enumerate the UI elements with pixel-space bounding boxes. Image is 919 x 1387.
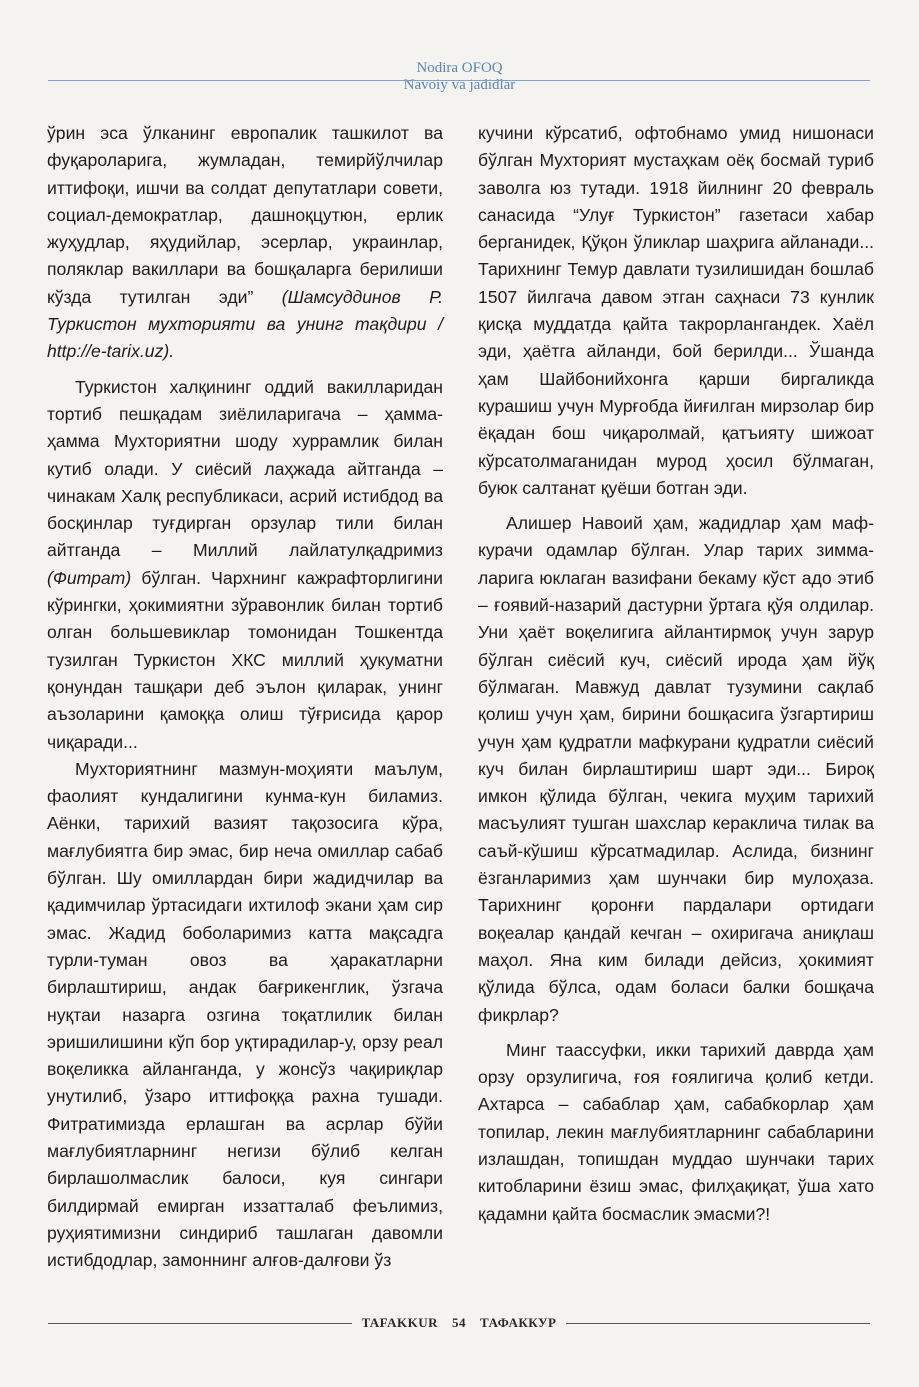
text-run: ўрин эса ўлканинг европалик ташкилот ва фуқароларига, жумладан, темирйўлчилар иттифоқи, ишчи ва солдат депутатлари совети, социал-демократлар, дашноқцутюн, ерлик жуҳудлар, яҳудийлар, эсерлар, украинлар, поляклар вакиллари ва бошқаларга берилиши кўзда тутилган эди”	[47, 123, 443, 307]
author-name: Nodira OFOQ	[416, 60, 503, 76]
paragraph	[47, 374, 443, 756]
article-title: Navoiy va jadidlar	[403, 77, 516, 93]
italic-citation: (Фитрат)	[47, 567, 132, 588]
page-footer	[48, 1313, 870, 1333]
left-column	[47, 120, 443, 1274]
page-number: 54	[452, 1315, 467, 1330]
paragraph	[47, 756, 443, 1275]
running-head	[0, 60, 919, 94]
paragraph: Алишер Навоий ҳам, жадидлар ҳам мафкурачи одамлар бўлган. Улар тарих зиммаларига юклаган вазифани бекаму кўст адо этиб – ғоявий-назарий дастурни ўртага қўя олдилар. Уни ҳаёт воқелигига айлантирмоқ учун зарур бўлган сиёсий куч, сиёсий ирода ҳам йўқ бўлмаган. Мавжуд давлат тузумини сақлаб қолиш учун ҳам, бирини бошқасига ўзгартириш учун ҳам қудратли мафкурани қудратли сиёсий куч билан бирлаштириш шарт эди... Бироқ имкон қўлида бўлган, чекига муҳим тарихий масъулият тушган шахслар кераклича тилак ва саъй-кўшиш кўрсатмадилар. Аслида, бизнинг ёзганларимиз ҳам шунчаки бир мулоҳаза. Тарихнинг қоронғи пардалари ортидаги воқеалар қандай кечган – охиригача аниқлаш маҳол. Яна ким билади дейсиз, ҳокимият қўлида бўлса, одам боласи балки бошқача фикрлар?	[478, 513, 874, 1025]
footer-magazine-cyrillic: ТАФАККУР	[480, 1315, 557, 1330]
text-run: бўлган. Чархнинг кажрафторлигини кўрингки, ҳокимиятни зўравонлик билан тортиб олган большевиклар томонидан Тошкентда тузилган Туркистон ХКС миллий ҳукуматни қонундан ташқари деб эълон қиларак, унинг аъзоларини қамоққа олиш тўғрисида қарор чиқаради...	[47, 567, 443, 752]
text-run: Туркистон халқининг оддий вакилларидан тортиб пешқадам зиёлиларигача – ҳамма-ҳамма Мухториятни шоду хуррамлик билан кутиб олади. У сиёсий лаҳжада айтганда – чинакам Халқ республикаси, асрий истибдод ва босқинлар туғдирган орзулар тили билан айтганда – Миллий лайлатулқадримиз	[47, 376, 443, 561]
paragraph: Минг таассуфки, икки тарихий даврда ҳам орзу орзулигича, ғоя ғоялигича қолиб кетди. Ахтарса – сабаблар ҳам, сабабкорлар ҳам топилар, лекин мағлубиятларнинг сабабларини излашдан, топишдан муддао шунчаки тарих китобларини ёзиш эмас, филҳақиқат, ўша хато қадамни қайта босмаслик эмасми?!	[478, 1039, 874, 1224]
paragraph: кучини кўрсатиб, офтобнамо умид нишонаси бўлган Мухторият мустаҳкам оёқ босмай туриб заволга юз тутади. 1918 йилнинг 20 февраль санасида “Улуғ Туркистон” газетаси хабар берганидек, Қўқон ўликлар шаҳрига айланади... Тарихнинг Темур давлати тузилишидан бошлаб 1507 йилгача давом этган саҳнаси 73 кунлик қисқа муддатда қайта такрорлангандек. Хаёл эди, ҳаётга айланди, бой берилди... Ўшанда ҳам Шайбонийхонга қарши биргаликда курашиш учун Мурғобда йиғилган мирзолар бир ёқадан бош чиқаролмай, қатъияту шижоат кўрсатолмаганидан мурод ҳосил бўлмаган, буюк салтанат қуёши ботган эди.	[478, 123, 874, 498]
header-rule	[48, 80, 870, 81]
footer-rule-right	[566, 1323, 870, 1324]
paragraph	[47, 120, 443, 366]
italic-citation: (Шамсуддинов Р. Туркистон мухторияти ва унинг тақдири / http://e-tarix.uz).	[47, 286, 443, 362]
right-column	[478, 120, 874, 1228]
text-run: Мухториятнинг мазмун-моҳияти маълум, фаолият кундалигини кунма-кун биламиз. Аёнки, тарихий вазият тақозосига кўра, мағлубиятга бир эмас, бир неча омиллар сабаб бўлган. Шу омиллардан бири жадидчилар ва қадимчилар ўртасидаги ихтилоф экани ҳам сир эмас. Жадид боболаримиз катта мақсадга турли-туман овоз ва ҳаракатларни бирлаштириш, андак бағрикенглик, ўзгача нуқтаи назарга озгина тоқатлилик билан эришилишини кўп бор уқтирадилар-у, орзу реал воқеликка айланганда, у жонсўз чақириқлар унутилиб, ўзаро иттифоққа рахна тушади. Фитратимизда ерлашган ва асрлар бўйи мағлубиятларнинг негизи бўлиб келган бирлашолмаслик балоси, куя сингари билдирмай емирган иззатталаб феълимиз, руҳиятимизни синдириб ташлаган давомли истибдодлар, замоннинг алғов-далғови ўз	[47, 758, 443, 1271]
footer-magazine-latin: TAFAKKUR	[361, 1315, 439, 1330]
footer-rule-left	[48, 1323, 352, 1324]
